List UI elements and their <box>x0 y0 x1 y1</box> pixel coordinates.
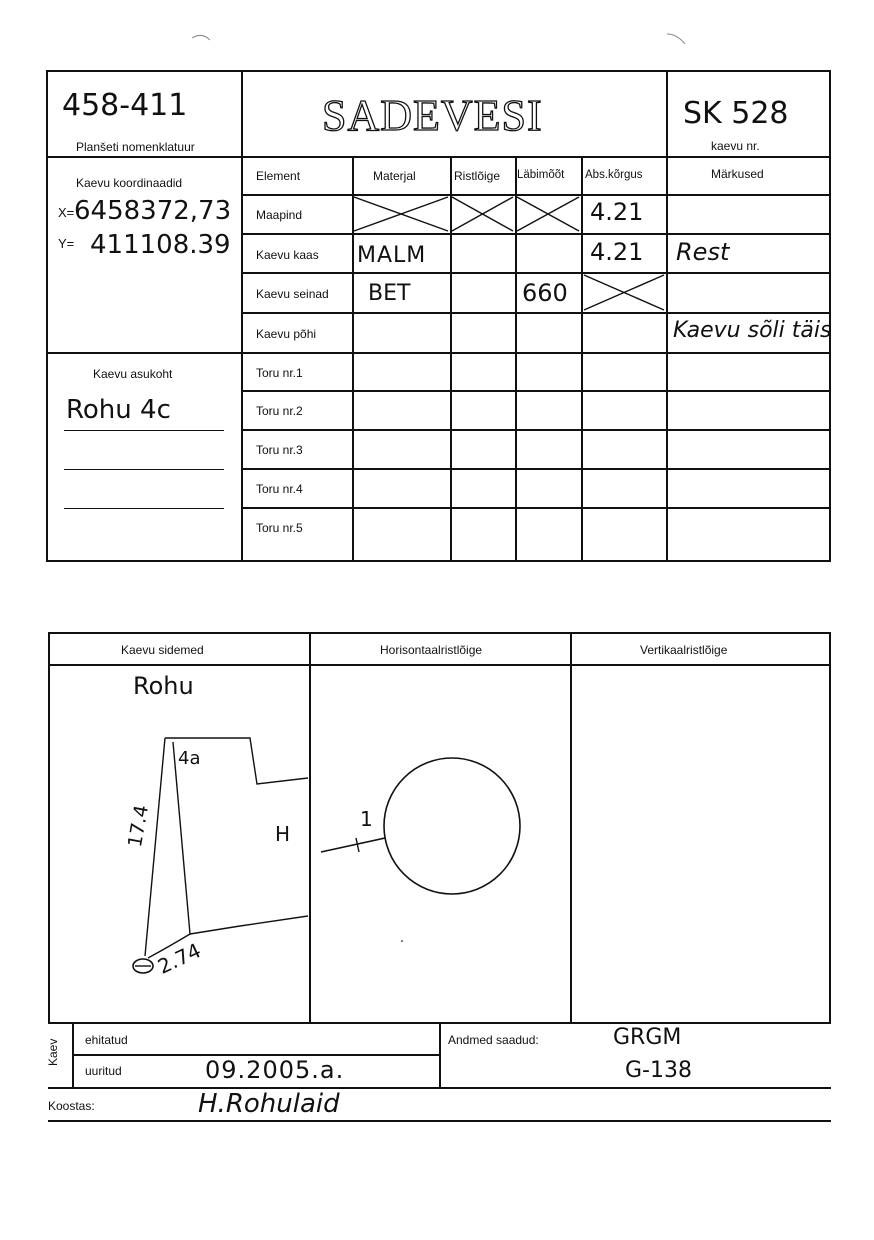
x-coordinate: 6458372,73 <box>74 196 232 226</box>
footer-side-label: Kaev <box>46 1038 60 1066</box>
row-element: Toru nr.2 <box>256 404 303 418</box>
kaas-materjal: MALM <box>357 243 427 268</box>
sheet-label: Planšeti nomenklatuur <box>76 140 195 154</box>
street-label: Rohu <box>133 672 194 700</box>
row-element: Kaevu seinad <box>256 287 329 301</box>
sketch-col2-label: Horisontaalristlõige <box>380 643 483 657</box>
surveyed-label: uuritud <box>85 1064 122 1078</box>
source-value-1: GRGM <box>613 1025 682 1050</box>
author-label: Koostas: <box>48 1099 95 1113</box>
crossed-cells-maapind <box>352 194 582 234</box>
built-label: ehitatud <box>85 1033 128 1047</box>
punch-mark-left <box>190 30 220 50</box>
header-labimoot: Läbimõõt <box>517 169 565 181</box>
pohi-markused: Kaevu sõli täis <box>673 318 832 343</box>
y-prefix: Y= <box>58 236 75 251</box>
punch-mark-right <box>665 30 695 50</box>
surveyed-value: 09.2005.a. <box>205 1056 345 1084</box>
row-element: Toru nr.1 <box>256 366 303 380</box>
sketch-col3-label: Vertikaalristlõige <box>640 643 728 657</box>
pipe-number: 1 <box>360 807 373 831</box>
header-ristloige: Ristlõige <box>454 169 501 183</box>
building-label: 4a <box>178 748 201 769</box>
author-value: H.Rohulaid <box>198 1089 340 1119</box>
row-element: Toru nr.5 <box>256 521 303 535</box>
well-number: SK 528 <box>683 96 789 131</box>
distance-1: 17.4 <box>124 803 154 849</box>
coordinates-label: Kaevu koordinaadid <box>76 176 183 190</box>
y-coordinate: 411108.39 <box>90 230 231 260</box>
distance-2: 2.74 <box>154 938 205 979</box>
house-letter: H <box>275 822 291 846</box>
source-label: Andmed saadud: <box>448 1033 539 1047</box>
well-number-label: kaevu nr. <box>711 139 760 153</box>
kaas-markused: Rest <box>676 238 730 266</box>
horizontal-section-drawing <box>311 666 569 1021</box>
seinad-materjal: BET <box>368 281 411 306</box>
row-element: Kaevu põhi <box>256 327 317 341</box>
row-element: Toru nr.3 <box>256 443 303 457</box>
sketch-col1-label: Kaevu sidemed <box>121 643 204 657</box>
location-label: Kaevu asukoht <box>93 367 173 381</box>
header-markused: Märkused <box>711 167 764 181</box>
header-materjal: Materjal <box>373 169 416 183</box>
form-title: SADEVESI <box>322 91 543 140</box>
crossed-cell-seinad-abs <box>581 272 667 313</box>
header-element: Element <box>256 169 301 183</box>
source-value-2: G-138 <box>625 1058 692 1083</box>
sheet-number: 458-411 <box>62 88 188 123</box>
row-element: Kaevu kaas <box>256 248 319 262</box>
location-value: Rohu 4c <box>66 395 171 425</box>
seinad-labimoot: 660 <box>522 279 568 307</box>
x-prefix: X= <box>58 205 75 220</box>
header-abs-korgus: Abs.kõrgus <box>585 169 643 181</box>
maapind-abs: 4.21 <box>590 198 644 226</box>
kaas-abs: 4.21 <box>590 238 644 266</box>
row-element: Toru nr.4 <box>256 482 303 496</box>
row-element: Maapind <box>256 208 303 222</box>
